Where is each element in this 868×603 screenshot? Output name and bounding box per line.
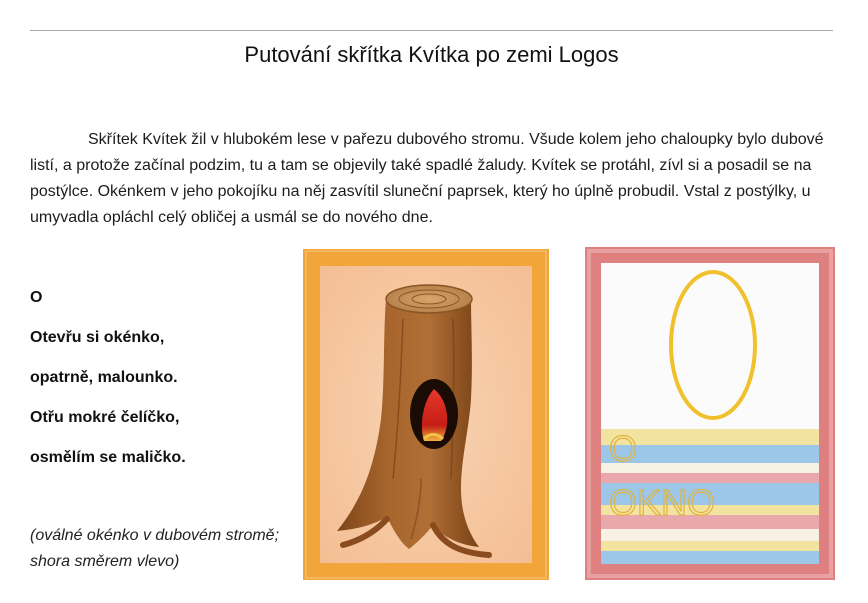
poem-line: Otřu mokré čelíčko, (30, 409, 180, 426)
card-letter: O (609, 428, 638, 469)
illustration-caption: (oválné okénko v dubovém stromě; shora směrem vlevo) (30, 527, 280, 570)
poem-line: Otevřu si okénko, (30, 329, 165, 346)
poem-line: O (30, 289, 43, 306)
letter-card-illustration (585, 247, 835, 580)
poem (30, 287, 290, 487)
poem-line: osmělím se maličko. (30, 449, 186, 466)
story-paragraph: Skřítek Kvítek žil v hlubokém lese v pařezu dubového stromu. Všude kolem jeho chaloupky bylo dubové listí, a protože začínal podzim, tu a tam se objevily také spadlé žaludy. Kvítek se protáhl, zívl si a posadil se na postýlce. Okénkem v jeho pokojíku na něj zasvítil sluneční paprsek, který ho úplně probudil. Vstal z postýlky, u umyvadla opláchl celý obličej a usmál se do nového dne. (30, 131, 824, 226)
poem-line: opatrně, malounko. (30, 369, 178, 386)
card-word: OKNO (609, 482, 716, 523)
page-title: Putování skřítka Kvítka po zemi Logos (244, 42, 619, 67)
tree-stump-illustration (303, 249, 549, 580)
header-rule (30, 30, 833, 31)
